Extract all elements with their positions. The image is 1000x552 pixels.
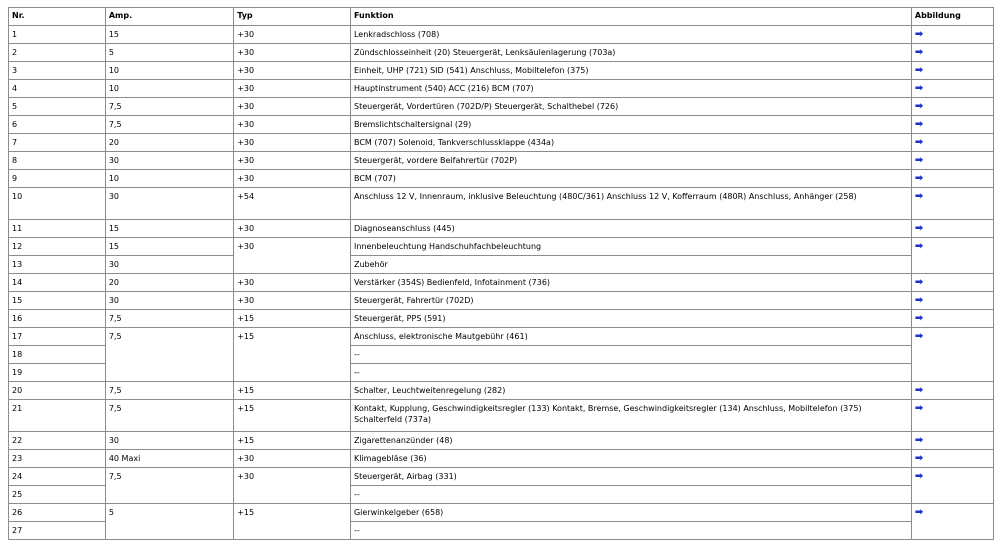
table-row: [9, 400, 994, 432]
cell-funktion: --: [350, 364, 911, 382]
cell-funktion: Steuergerät, Airbag (331): [350, 468, 911, 486]
arrow-right-icon[interactable]: ➡: [914, 137, 924, 148]
cell-funktion: --: [350, 522, 911, 540]
cell-amp: 20: [105, 274, 233, 292]
cell-funktion: Steuergerät, PPS (591): [350, 310, 911, 328]
cell-funktion: Bremslichtschaltersignal (29): [350, 116, 911, 134]
table-row: [9, 44, 994, 62]
cell-funktion: Steuergerät, Fahrertür (702D): [350, 292, 911, 310]
cell-amp: 7,5: [105, 310, 233, 328]
cell-amp: 15: [105, 26, 233, 44]
cell-funktion: Anschluss 12 V, Innenraum, inklusive Beleuchtung (480C/361) Anschluss 12 V, Kofferraum (480R) Anschluss, Anhänger (258): [350, 188, 911, 220]
cell-typ: +30: [234, 116, 351, 134]
cell-funktion: Klimagebläse (36): [350, 450, 911, 468]
cell-amp: 7,5: [105, 98, 233, 116]
arrow-right-icon[interactable]: ➡: [914, 155, 924, 166]
cell-typ: +30: [234, 134, 351, 152]
arrow-right-icon[interactable]: ➡: [914, 101, 924, 112]
cell-abbildung: [911, 504, 993, 540]
cell-nr: 26: [9, 504, 106, 522]
cell-funktion: Zubehör: [350, 256, 911, 274]
cell-typ: +30: [234, 26, 351, 44]
cell-funktion: Innenbeleuchtung Handschuhfachbeleuchtung: [350, 238, 911, 256]
cell-typ: +30: [234, 292, 351, 310]
cell-nr: 16: [9, 310, 106, 328]
cell-nr: 24: [9, 468, 106, 486]
cell-typ: +30: [234, 44, 351, 62]
cell-typ: +30: [234, 468, 351, 504]
arrow-right-icon[interactable]: ➡: [914, 295, 924, 306]
cell-amp: 5: [105, 504, 233, 540]
table-row: [9, 238, 994, 256]
cell-nr: 3: [9, 62, 106, 80]
cell-abbildung: [911, 310, 993, 328]
table-row: [9, 468, 994, 486]
cell-abbildung: [911, 26, 993, 44]
cell-typ: +30: [234, 450, 351, 468]
cell-typ: +30: [234, 220, 351, 238]
cell-typ: +54: [234, 188, 351, 220]
cell-funktion: Gierwinkelgeber (658): [350, 504, 911, 522]
arrow-right-icon[interactable]: ➡: [914, 331, 924, 342]
cell-nr: 25: [9, 486, 106, 504]
cell-funktion: BCM (707) Solenoid, Tankverschlussklappe (434a): [350, 134, 911, 152]
cell-nr: 1: [9, 26, 106, 44]
cell-amp: 30: [105, 188, 233, 220]
table-row: [9, 292, 994, 310]
cell-nr: 7: [9, 134, 106, 152]
cell-nr: 17: [9, 328, 106, 346]
cell-abbildung: [911, 328, 993, 382]
cell-amp: 40 Maxi: [105, 450, 233, 468]
cell-nr: 11: [9, 220, 106, 238]
arrow-right-icon[interactable]: ➡: [914, 241, 924, 252]
arrow-right-icon[interactable]: ➡: [914, 83, 924, 94]
cell-abbildung: [911, 170, 993, 188]
arrow-right-icon[interactable]: ➡: [914, 223, 924, 234]
arrow-right-icon[interactable]: ➡: [914, 29, 924, 40]
table-row: [9, 134, 994, 152]
cell-funktion: BCM (707): [350, 170, 911, 188]
cell-funktion: Einheit, UHP (721) SID (541) Anschluss, Mobiltelefon (375): [350, 62, 911, 80]
table-row: [9, 274, 994, 292]
cell-abbildung: [911, 220, 993, 238]
cell-amp: 5: [105, 44, 233, 62]
cell-nr: 23: [9, 450, 106, 468]
cell-nr: 4: [9, 80, 106, 98]
cell-typ: +15: [234, 432, 351, 450]
table-row: [9, 80, 994, 98]
cell-nr: 14: [9, 274, 106, 292]
header-typ: Typ: [234, 8, 351, 26]
arrow-right-icon[interactable]: ➡: [914, 191, 924, 202]
cell-amp: 10: [105, 170, 233, 188]
cell-typ: +15: [234, 382, 351, 400]
cell-funktion: Zündschlosseinheit (20) Steuergerät, Lenksäulenlagerung (703a): [350, 44, 911, 62]
arrow-right-icon[interactable]: ➡: [914, 119, 924, 130]
cell-typ: +30: [234, 170, 351, 188]
cell-funktion: Zigarettenanzünder (48): [350, 432, 911, 450]
table-row: [9, 188, 994, 220]
table-row: [9, 504, 994, 522]
header-nr: Nr.: [9, 8, 106, 26]
cell-nr: 5: [9, 98, 106, 116]
cell-typ: +15: [234, 310, 351, 328]
cell-funktion: Anschluss, elektronische Mautgebühr (461): [350, 328, 911, 346]
cell-abbildung: [911, 468, 993, 504]
cell-nr: 12: [9, 238, 106, 256]
cell-abbildung: [911, 450, 993, 468]
table-row: [9, 116, 994, 134]
table-row: [9, 450, 994, 468]
cell-typ: +15: [234, 328, 351, 382]
header-row: [9, 8, 994, 26]
cell-abbildung: [911, 98, 993, 116]
cell-amp: 10: [105, 80, 233, 98]
cell-nr: 20: [9, 382, 106, 400]
cell-amp: 30: [105, 292, 233, 310]
cell-nr: 8: [9, 152, 106, 170]
arrow-right-icon[interactable]: ➡: [914, 277, 924, 288]
cell-funktion: Steuergerät, vordere Beifahrertür (702P): [350, 152, 911, 170]
cell-nr: 22: [9, 432, 106, 450]
cell-funktion: Diagnoseanschluss (445): [350, 220, 911, 238]
header-funktion: Funktion: [350, 8, 911, 26]
cell-typ: +30: [234, 98, 351, 116]
cell-abbildung: [911, 238, 993, 274]
cell-abbildung: [911, 80, 993, 98]
cell-abbildung: [911, 400, 993, 432]
cell-amp: 7,5: [105, 468, 233, 504]
table-row: [9, 170, 994, 188]
cell-funktion: Schalter, Leuchtweitenregelung (282): [350, 382, 911, 400]
cell-abbildung: [911, 44, 993, 62]
cell-nr: 18: [9, 346, 106, 364]
arrow-right-icon[interactable]: ➡: [914, 313, 924, 324]
cell-nr: 21: [9, 400, 106, 432]
header-abbildung: Abbildung: [911, 8, 993, 26]
cell-typ: +30: [234, 62, 351, 80]
cell-abbildung: [911, 292, 993, 310]
cell-abbildung: [911, 188, 993, 220]
cell-amp: 20: [105, 134, 233, 152]
cell-funktion: Steuergerät, Vordertüren (702D/P) Steuergerät, Schalthebel (726): [350, 98, 911, 116]
table-row: [9, 152, 994, 170]
table-row: [9, 256, 994, 274]
cell-nr: 10: [9, 188, 106, 220]
arrow-right-icon[interactable]: ➡: [914, 173, 924, 184]
table-row: [9, 98, 994, 116]
cell-amp: 10: [105, 62, 233, 80]
table-row: [9, 220, 994, 238]
arrow-right-icon[interactable]: ➡: [914, 435, 924, 446]
cell-amp: 30: [105, 432, 233, 450]
cell-amp: 30: [105, 256, 233, 274]
cell-abbildung: [911, 274, 993, 292]
cell-nr: 15: [9, 292, 106, 310]
cell-typ: +30: [234, 152, 351, 170]
arrow-right-icon[interactable]: ➡: [914, 453, 924, 464]
table-row: [9, 432, 994, 450]
arrow-right-icon[interactable]: ➡: [914, 471, 924, 482]
cell-amp: 30: [105, 152, 233, 170]
table-row: [9, 382, 994, 400]
fuse-table: [8, 7, 994, 540]
cell-nr: 13: [9, 256, 106, 274]
arrow-right-icon[interactable]: ➡: [914, 385, 924, 396]
arrow-right-icon[interactable]: ➡: [914, 65, 924, 76]
cell-funktion: Hauptinstrument (540) ACC (216) BCM (707): [350, 80, 911, 98]
cell-funktion: Kontakt, Kupplung, Geschwindigkeitsregler (133) Kontakt, Bremse, Geschwindigkeitsregler (134) Anschluss, Mobiltelefon (375) Schalterfeld (737a): [350, 400, 911, 432]
header-amp: Amp.: [105, 8, 233, 26]
table-row: [9, 26, 994, 44]
fuse-table-container: [8, 7, 994, 540]
cell-nr: 19: [9, 364, 106, 382]
cell-funktion: --: [350, 486, 911, 504]
cell-amp: 7,5: [105, 400, 233, 432]
cell-typ: +30: [234, 274, 351, 292]
cell-typ: +15: [234, 504, 351, 540]
cell-abbildung: [911, 116, 993, 134]
cell-abbildung: [911, 152, 993, 170]
cell-funktion: Lenkradschloss (708): [350, 26, 911, 44]
cell-typ: +15: [234, 400, 351, 432]
table-row: [9, 62, 994, 80]
cell-nr: 6: [9, 116, 106, 134]
cell-nr: 27: [9, 522, 106, 540]
arrow-right-icon[interactable]: ➡: [914, 403, 924, 414]
cell-amp: 7,5: [105, 328, 233, 382]
cell-abbildung: [911, 432, 993, 450]
cell-amp: 15: [105, 238, 233, 256]
cell-abbildung: [911, 382, 993, 400]
cell-funktion: Verstärker (354S) Bedienfeld, Infotainment (736): [350, 274, 911, 292]
cell-nr: 9: [9, 170, 106, 188]
cell-nr: 2: [9, 44, 106, 62]
cell-amp: 15: [105, 220, 233, 238]
cell-abbildung: [911, 62, 993, 80]
cell-typ: +30: [234, 80, 351, 98]
table-row: [9, 310, 994, 328]
cell-typ: +30: [234, 238, 351, 274]
cell-abbildung: [911, 134, 993, 152]
cell-funktion: --: [350, 346, 911, 364]
cell-amp: 7,5: [105, 116, 233, 134]
arrow-right-icon[interactable]: ➡: [914, 507, 924, 518]
arrow-right-icon[interactable]: ➡: [914, 47, 924, 58]
cell-amp: 7,5: [105, 382, 233, 400]
table-row: [9, 328, 994, 346]
